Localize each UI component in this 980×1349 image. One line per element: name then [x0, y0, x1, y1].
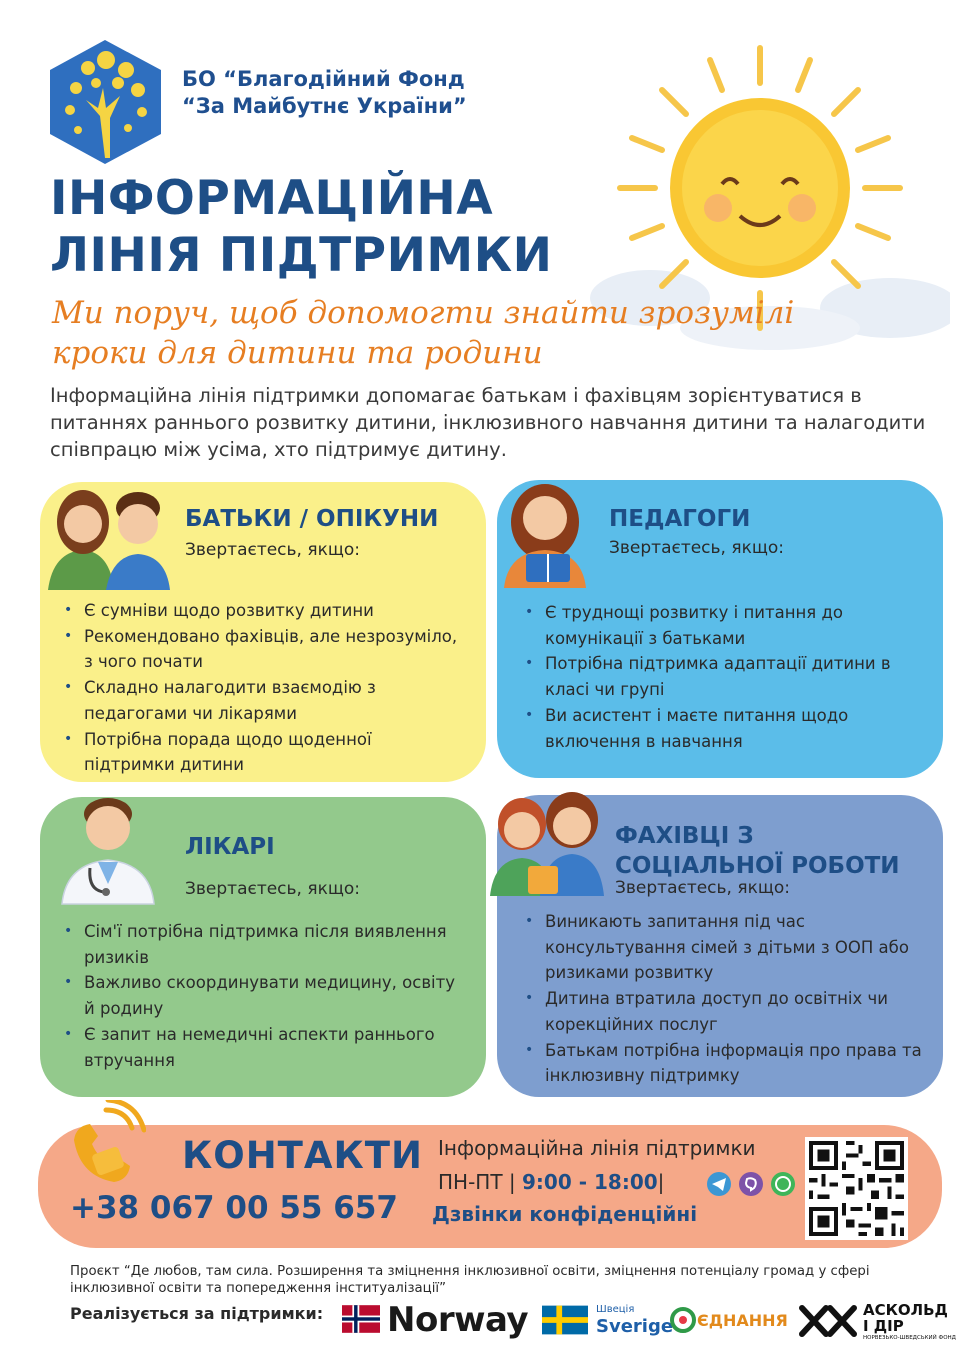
card-title-line2: СОЦІАЛЬНОЇ РОБОТИ [615, 853, 900, 879]
messengers [704, 1171, 800, 1199]
askold-line2: І ДІР [863, 1317, 904, 1335]
org-name-line1: БО “Благодійний Фонд [182, 67, 465, 91]
list-item: • Батькам потрібна інформація про права та інклюзивну підтримку [501, 1038, 941, 1089]
slogan-line2: кроки для дитини та родини [52, 335, 543, 371]
working-hours [438, 1170, 664, 1194]
parents-illustration [38, 472, 178, 592]
phone-icon [66, 1100, 146, 1185]
social-workers-illustration [488, 786, 606, 898]
card-subtitle: Звертаєтесь, якщо: [615, 878, 790, 898]
card-title [615, 821, 900, 881]
support-line-name: Інформаційна лінія підтримки [438, 1136, 756, 1160]
norway-logo-text: Norway [387, 1300, 529, 1340]
list-item: • Рекомендовано фахівців, але незрозуміло, з чого почати [40, 624, 460, 675]
ednannia-logo-text: ЄДНАННЯ [697, 1311, 788, 1330]
askold-dir-logo-icon [798, 1304, 858, 1338]
confidential-note: Дзвінки конфіденційні [432, 1202, 698, 1226]
parents-list [40, 598, 460, 778]
teacher-illustration [490, 470, 602, 590]
teachers-list [501, 600, 921, 754]
whatsapp-icon[interactable] [770, 1171, 796, 1197]
viber-icon[interactable] [738, 1171, 764, 1197]
list-item: • Виникають запитання під час консультування сімей з дітьми з ООП або ризиками розвитку [501, 909, 941, 986]
page-title [50, 170, 552, 284]
working-time: 9:00 - 18:00 [522, 1170, 658, 1194]
title-line1: ІНФОРМАЦІЙНА [50, 171, 494, 226]
card-title: ЛІКАРІ [185, 834, 275, 860]
hours-separator: | [657, 1170, 665, 1194]
askold-dir-subtitle: НОРВЕЗЬКО-ШВЕДСЬКИЙ ФОНД [863, 1335, 956, 1341]
askold-dir-logo-text [863, 1302, 948, 1334]
list-item: • Є запит на немедичні аспекти раннього втручання [40, 1022, 470, 1073]
doctors-list [40, 919, 470, 1073]
list-item: • Складно налагодити взаємодію з педагогами чи лікарями [40, 675, 460, 726]
slogan [52, 293, 794, 373]
org-name-line2: “За Майбутнє України” [182, 94, 467, 118]
list-item: • Важливо скоординувати медицину, освіту й родину [40, 970, 470, 1021]
qr-code[interactable] [805, 1137, 908, 1240]
slogan-line1: Ми поруч, щоб допомогти знайти зрозумілі [52, 295, 795, 331]
list-item: • Потрібна порада щодо щоденної підтримки дитини [40, 727, 460, 778]
card-title-line1: ФАХІВЦІ З [615, 823, 754, 849]
card-subtitle: Звертаєтесь, якщо: [185, 540, 360, 560]
project-description: Проєкт “Де любов, там сила. Розширення та зміцнення інклюзивної освіти, зміцнення потенціалу громад у сфері інклюзивної освіти та попередження інституалізації” [70, 1264, 870, 1296]
phone-number[interactable]: +38 067 00 55 657 [70, 1190, 398, 1226]
social-list [501, 909, 941, 1089]
norway-flag-icon [342, 1304, 380, 1334]
contacts-title: КОНТАКТИ [182, 1134, 423, 1177]
ednannia-logo-icon [670, 1306, 696, 1334]
organization-name [182, 66, 467, 120]
list-item: • Дитина втратила доступ до освітніх чи корекційних послуг [501, 986, 941, 1037]
card-subtitle: Звертаєтесь, якщо: [185, 879, 360, 899]
sweden-flag-icon [542, 1304, 588, 1336]
intro-text: Інформаційна лінія підтримки допомагає батькам і фахівцям зорієнтуватися в питаннях раннього розвитку дитини, інклюзивного навчання дитини та налагодити співпрацю між усіма, хто підтримує дитину. [50, 384, 926, 461]
sweden-label-ua: Швеція [596, 1304, 635, 1315]
sweden-label: Sverige [596, 1316, 674, 1337]
support-label: Реалізується за підтримки: [70, 1304, 324, 1323]
askold-line1: АСКОЛЬД [863, 1301, 948, 1319]
card-title: ПЕДАГОГИ [609, 506, 751, 532]
card-subtitle: Звертаєтесь, якщо: [609, 538, 784, 558]
list-item: • Потрібна підтримка адаптації дитини в класі чи групі [501, 651, 921, 702]
working-days: ПН-ПТ | [438, 1170, 516, 1194]
doctor-illustration [58, 784, 158, 906]
card-title: БАТЬКИ / ОПІКУНИ [185, 506, 439, 532]
title-line2: ЛІНІЯ ПІДТРИМКИ [50, 228, 553, 283]
list-item: • Ви асистент і маєте питання щодо включення в навчання [501, 703, 921, 754]
list-item: • Є сумніви щодо розвитку дитини [40, 598, 460, 624]
telegram-icon[interactable] [706, 1171, 732, 1197]
list-item: • Є труднощі розвитку і питання до комунікації з батьками [501, 600, 921, 651]
list-item: • Сім'ї потрібна підтримка після виявлення ризиків [40, 919, 470, 970]
foundation-logo [48, 38, 163, 166]
